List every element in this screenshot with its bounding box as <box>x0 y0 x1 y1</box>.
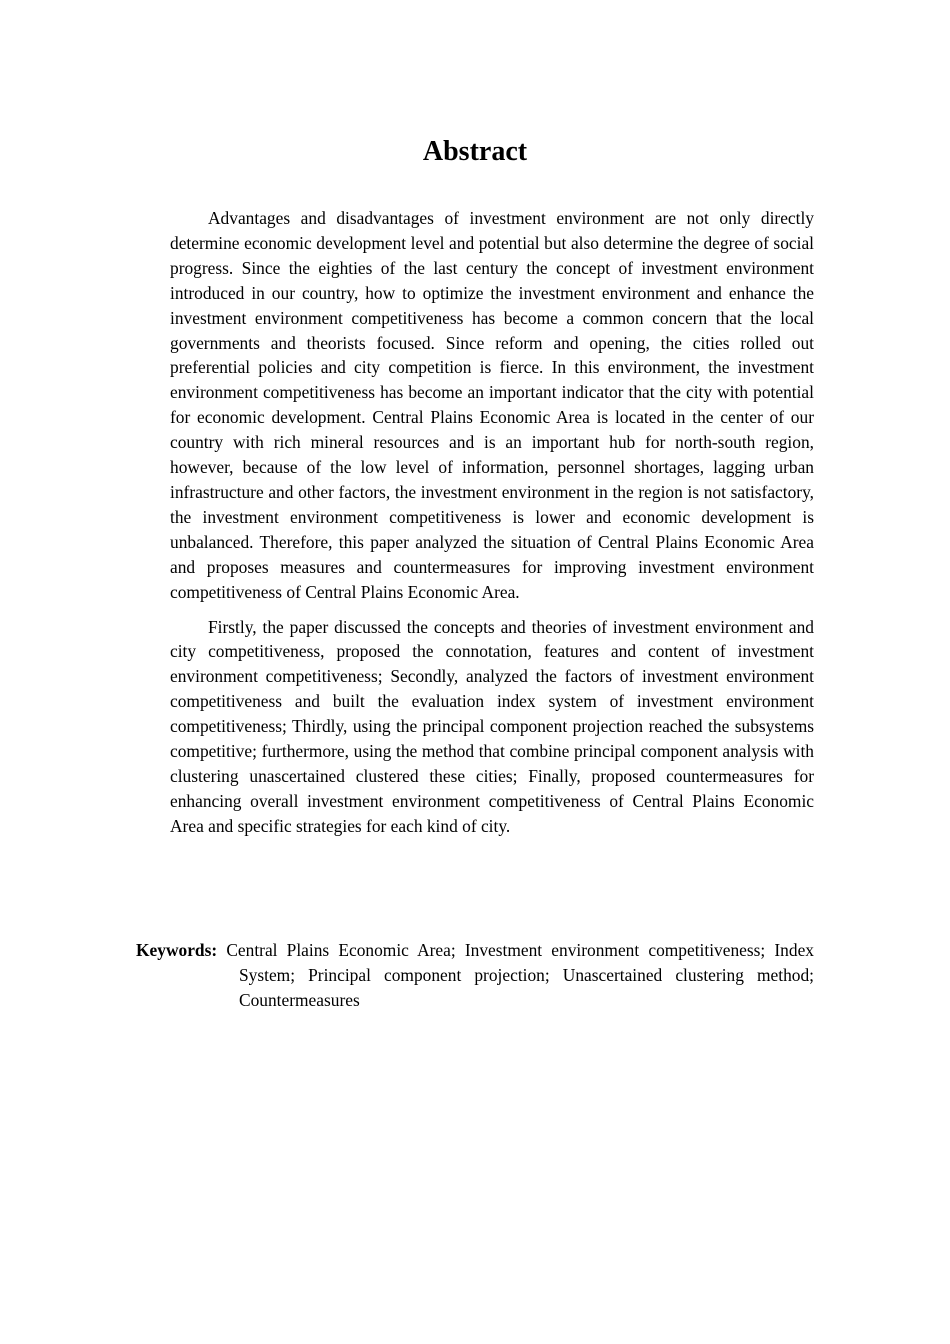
abstract-paragraph-1: Advantages and disadvantages of investment environment are not only directly determine economic development level and potential but also determine the degree of social progress. Since the eighties of the last century the concept of investment environment introduced in our country, how to optimize the investment environment and enhance the investment environment competitiveness has become a common concern that the local governments and theorists focused. Since reform and opening, the cities rolled out preferential policies and city competition is fierce. In this environment, the investment environment competitiveness has become an important indicator that the city with potential for economic development. Central Plains Economic Area is located in the center of our country with rich mineral resources and is an important hub for north-south region, however, because of the low level of information, personnel shortages, lagging urban infrastructure and other factors, the investment environment in the region is not satisfactory, the investment environment competitiveness is lower and economic development is unbalanced. Therefore, this paper analyzed the situation of Central Plains Economic Area and proposes measures and countermeasures for improving investment environment competitiveness of Central Plains Economic Area. <box>170 208 814 602</box>
abstract-body <box>170 206 814 849</box>
keywords-text: Central Plains Economic Area; Investment environment competitiveness; Index System; Principal component projection; Unascertained clustering method; Countermeasures <box>226 940 814 1010</box>
abstract-paragraph-2: Firstly, the paper discussed the concepts and theories of investment environment and city competitiveness, proposed the connotation, features and content of investment environment competitiveness; Secondly, analyzed the factors of investment environment competitiveness and built the evaluation index system of investment environment competitiveness; Thirdly, using the principal component projection reached the subsystems competitive; furthermore, using the method that combine principal component analysis with clustering unascertained clustered these cities; Finally, proposed countermeasures for enhancing overall investment environment competitiveness of Central Plains Economic Area and specific strategies for each kind of city. <box>170 616 814 836</box>
keywords-label: Keywords: <box>136 940 218 960</box>
keywords-block <box>136 938 814 1013</box>
abstract-title: Abstract <box>422 136 528 167</box>
